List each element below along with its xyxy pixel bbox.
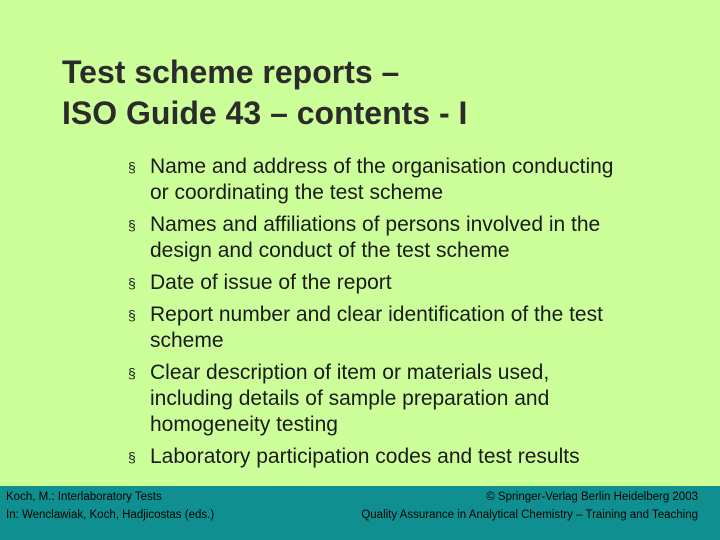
- slide-title: [62, 52, 702, 134]
- bullet-marker-icon: §: [128, 275, 136, 291]
- bullet-item: [128, 212, 698, 264]
- bullet-text-line: scheme: [150, 329, 224, 352]
- bullet-text-line: design and conduct of the test scheme: [150, 239, 510, 262]
- bullet-item: [128, 444, 698, 470]
- footer-copyright: [361, 488, 698, 524]
- bullet-text-line: Date of issue of the report: [150, 271, 392, 294]
- footer-book-title: Quality Assurance in Analytical Chemistry – Training and Teaching: [361, 509, 698, 521]
- bullet-item: [128, 270, 698, 296]
- bullet-text-line: Clear description of item or materials used,: [150, 361, 550, 384]
- bullet-marker-icon: §: [128, 449, 136, 465]
- bullet-item: [128, 360, 698, 438]
- bullet-text-line: or coordinating the test scheme: [150, 181, 443, 204]
- slide-title-line-2: ISO Guide 43 – contents - I: [62, 95, 468, 131]
- footer-citation: [6, 488, 214, 524]
- bullet-marker-icon: §: [128, 365, 136, 381]
- bullet-text-line: Name and address of the organisation conducting: [150, 155, 614, 178]
- footer-publisher: © Springer-Verlag Berlin Heidelberg 2003: [486, 491, 698, 503]
- slide-title-line-1: Test scheme reports –: [62, 54, 400, 90]
- bullet-item: [128, 154, 698, 206]
- bullet-marker-icon: §: [128, 159, 136, 175]
- bullet-text-line: homogeneity testing: [150, 413, 338, 436]
- bullet-marker-icon: §: [128, 307, 136, 323]
- bullet-text-line: Names and affiliations of persons involved in the: [150, 213, 601, 236]
- bullet-text-line: including details of sample preparation and: [150, 387, 550, 410]
- bullet-item: [128, 302, 698, 354]
- bullet-text-line: Laboratory participation codes and test results: [150, 445, 580, 468]
- footer-editors: In: Wenclawiak, Koch, Hadjicostas (eds.): [6, 509, 215, 521]
- bullet-marker-icon: §: [128, 217, 136, 233]
- footer-author: Koch, M.: Interlaboratory Tests: [6, 491, 162, 503]
- footer-band: [0, 486, 720, 540]
- bullet-text-line: Report number and clear identification of the test: [150, 303, 603, 326]
- bullet-list: [128, 154, 698, 476]
